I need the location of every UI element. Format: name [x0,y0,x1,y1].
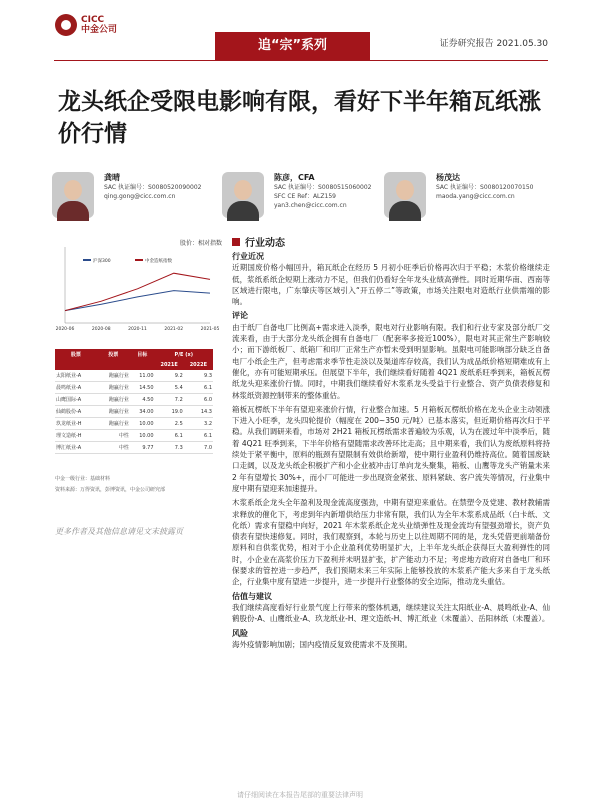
cicc-logo-mark [55,14,77,36]
table-cell: 6.0 [184,394,213,406]
table-cell: 7.3 [155,442,184,454]
pe-th: P/E (x) [155,349,213,360]
author-sac: SAC 执证编号：S0080515060002 [274,184,372,191]
paragraph: 我们继续高度看好行业景气度上行带来的整体机遇，继续建议关注太阳纸业-A、晨鸣纸业-A、仙鹤股份-A、山鹰纸业-A、玖龙纸业-H、理文造纸-H、博汇纸业（未覆盖）、岳阳林纸（未覆盖）。 [232,602,550,624]
table-cell: 6.1 [184,382,213,394]
table-cell: 玖龙纸业-H [55,418,97,430]
author-sac: SAC 执证编号：S0080120070150 [436,184,534,191]
logo-en: CICC [81,15,105,25]
table-cell: 14.3 [184,406,213,418]
table-cell: 山鹰国际-A [55,394,97,406]
report-body [232,248,550,653]
author-name: 陈彦，CFA [274,173,315,182]
paragraph: 木浆系纸企龙头全年盈利及现金流高度强劲，中期有望迎来重估。在禁塑令及党建、教材教辅需求释放的催化下，考虑到年内新增供给压力非常有限，我们认为全年木浆系成品纸（白卡纸、文化纸）需求有望稳中向好，2021 年木浆系纸企龙头业绩弹性及现金流均有望强劲增长，资产负债表有望快速修复。同时，我们观察到，本轮与历史上以往周期不同的是，龙头凭借更前端备份原料和自供浆优势，相对于小企业盈利优势明显扩大，上半年龙头纸企获得巨大盈利弹性的同时，小企业在高浆价压力下盈利并未明显扩张，扩产能动力不足；考虑地方政府对自备电厂和环保要求的管控进一步趋严，我们预期未来三年实际上能够投放的木浆系产能大多来自于龙头纸企，行业集中度有望进一步提升，进一步提升行业整体的安全边际，推动龙头重估。 [232,498,550,587]
table-cell: 34.00 [130,406,155,418]
table-cell: 7.0 [184,442,213,454]
table-row [55,442,213,454]
author-photo [384,172,426,218]
legend-a: 沪深300 [93,259,111,264]
author-name: 杨茂达 [436,173,460,182]
pe-table [55,349,213,454]
price-chart [55,235,220,335]
table-cell: 19.0 [155,406,184,418]
table-note: 中金一级行业：基础材料 [55,476,111,482]
table-cell: 3.2 [184,418,213,430]
pe-th: 2021E [155,360,184,370]
author-email[interactable]: maoda.yang@cicc.com.cn [436,193,515,200]
table-cell: 4.50 [130,394,155,406]
pe-th: 股票 [55,349,97,360]
table-row [55,370,213,382]
table-row [55,382,213,394]
pe-table-subheader [55,360,213,370]
page-title: 龙头纸企受限电影响有限，看好下半年箱瓦纸涨价行情 [58,89,541,147]
table-cell: 理文造纸-H [55,430,97,442]
report-date: 证券研究报告 2021.05.30 [439,39,548,49]
table-row [55,430,213,442]
table-cell: 仙鹤股份-A [55,406,97,418]
heading: 风险 [232,628,248,638]
author-photo [52,172,94,218]
table-cell: 晨鸣纸业-A [55,382,97,394]
table-row [55,406,213,418]
section-title: 行业动态 [232,234,285,249]
table-cell: 跑赢行业 [97,406,130,418]
table-cell: 5.4 [155,382,184,394]
x-tick-label: 2020-11 [128,327,147,332]
x-tick-label: 2020-08 [91,327,111,332]
paragraph: 由于纸厂自备电厂比例高+需求进入淡季，限电对行业影响有限。我们和行业专家及部分纸厂交流来看，由于大部分龙头纸企拥有自备电厂（配套率多接近100%），限电对其正常生产影响较小；而下游纸板厂、纸箱厂和印厂正常生产亦暂未受到明显影响。虽限电可能影响部分缺乏自备电厂小纸企生产，但考虑需求季节性走淡以及渠道库存较高，我们认为成品纸价格短期难成有上催化，亦有可能短期承压。但展望下半年，我们继续看好随着 4Q21 废纸系旺季到来，箱板瓦楞纸龙头迎来涨价行情。同时，中期我们继续看好木浆系龙头受益于行业整合、资产负债表修复和林浆纸资源控制带来的整体重估。 [232,322,550,400]
more-info-link[interactable]: 更多作者及其他信息请见文末披露页 [55,527,183,536]
table-cell: 跑赢行业 [97,382,130,394]
paragraph: 近期国废价格小幅回升，箱瓦纸企在经历 5 月初小旺季后价格再次归于平稳；木浆价格继续走低，浆纸系纸企短期上涨动力不足，但我们仍看好全年龙头业绩高弹性。同时近期华南、西南等区域进行限电，广东肇庆等区域引入“开五停二”等政策，市场关注限电对造纸行业供需端的影响。 [232,263,550,307]
logo-cn: 中金公司 [81,25,118,35]
table-cell: 跑赢行业 [97,418,130,430]
chart-label: 股价：相对指数 [180,240,223,247]
table-cell: 跑赢行业 [97,394,130,406]
table-cell: 6.1 [184,430,213,442]
footer-disclaimer: 请仔细阅读在本报告尾部的重要法律声明 [237,791,363,799]
author-card [52,172,201,218]
paragraph: 海外疫情影响加剧；国内疫情反复致使需求不及预期。 [232,639,412,649]
legend-swatch-a [83,259,91,261]
pe-th: 2022E [184,360,213,370]
pe-th: 投票 [97,349,130,360]
header-divider [54,60,548,61]
legend-swatch-b [135,259,143,261]
table-row [55,394,213,406]
table-cell: 9.3 [184,370,213,382]
x-tick-label: 2021-02 [164,327,184,332]
table-cell: 11.00 [130,370,155,382]
cicc-logo [55,14,117,36]
table-cell: 9.77 [130,442,155,454]
table-cell: 博汇纸业-A [55,442,97,454]
x-tick-label: 2021-05 [200,327,220,332]
author-sac: SAC 执证编号：S0080520090002 [104,184,202,191]
paragraph: 箱板瓦楞纸下半年有望迎来涨价行情，行业整合加速。5 月箱板瓦楞纸价格在龙头企业主动领涨下进入小旺季，龙头四轮提价（幅度在 200~350 元/吨）已基本落实，但近期价格再次归于平稳。从我们调研来看，市场对 2H21 箱板瓦楞纸需求普遍较为乐观，认为在渡过年中淡季后，随着 4Q21 旺季到来，下半年价格有望随需求改善环比走高；且中期来看，我们认为废纸原料将持续处于紧平衡中，原料的瓶颈有望限制有效供给新增，使中期行业盈利仍维持高位。随着国废缺口走阔，以及龙头纸企积极扩产和小企业被冲击订单向龙头聚集，箱板、山鹰等龙头产销量未来 2 年有望增长 30%+，而小厂可能进一步出现资金紧张、原料紧缺、客户流失等情况，行业集中度中期有望迎来加速提升。 [232,404,550,493]
heading: 评论 [232,311,248,321]
table-cell: 中性 [97,442,130,454]
heading: 行业近况 [232,252,264,261]
series-line-0 [65,291,210,311]
table-cell: 7.2 [155,394,184,406]
author-card [222,172,371,218]
table-cell: 9.2 [155,370,184,382]
author-sfc: SFC CE Ref：ALZ159 [274,193,336,200]
table-cell: 10.00 [130,430,155,442]
heading: 估值与建议 [232,591,272,601]
table-cell: 10.00 [130,418,155,430]
author-email[interactable]: yan3.chen@cicc.com.cn [274,202,347,209]
table-row [55,418,213,430]
table-cell: 中性 [97,430,130,442]
author-name: 龚晴 [104,173,120,182]
table-cell: 跑赢行业 [97,370,130,382]
table-cell: 14.50 [130,382,155,394]
table-cell: 2.5 [155,418,184,430]
author-email[interactable]: qing.gong@cicc.com.cn [104,193,176,200]
table-cell: 6.1 [155,430,184,442]
pe-table-header [55,349,213,360]
author-photo [222,172,264,218]
series-tag: 追“宗”系列 [215,32,370,60]
table-source: 资料来源：万得资讯，彭博资讯，中金公司研究部 [55,487,166,493]
table-cell: 太阳纸业-A [55,370,97,382]
pe-th: 目标 [130,349,155,360]
author-card [384,172,533,218]
legend-b: 中金造纸指数 [145,259,172,264]
x-tick-label: 2020-06 [55,327,75,332]
